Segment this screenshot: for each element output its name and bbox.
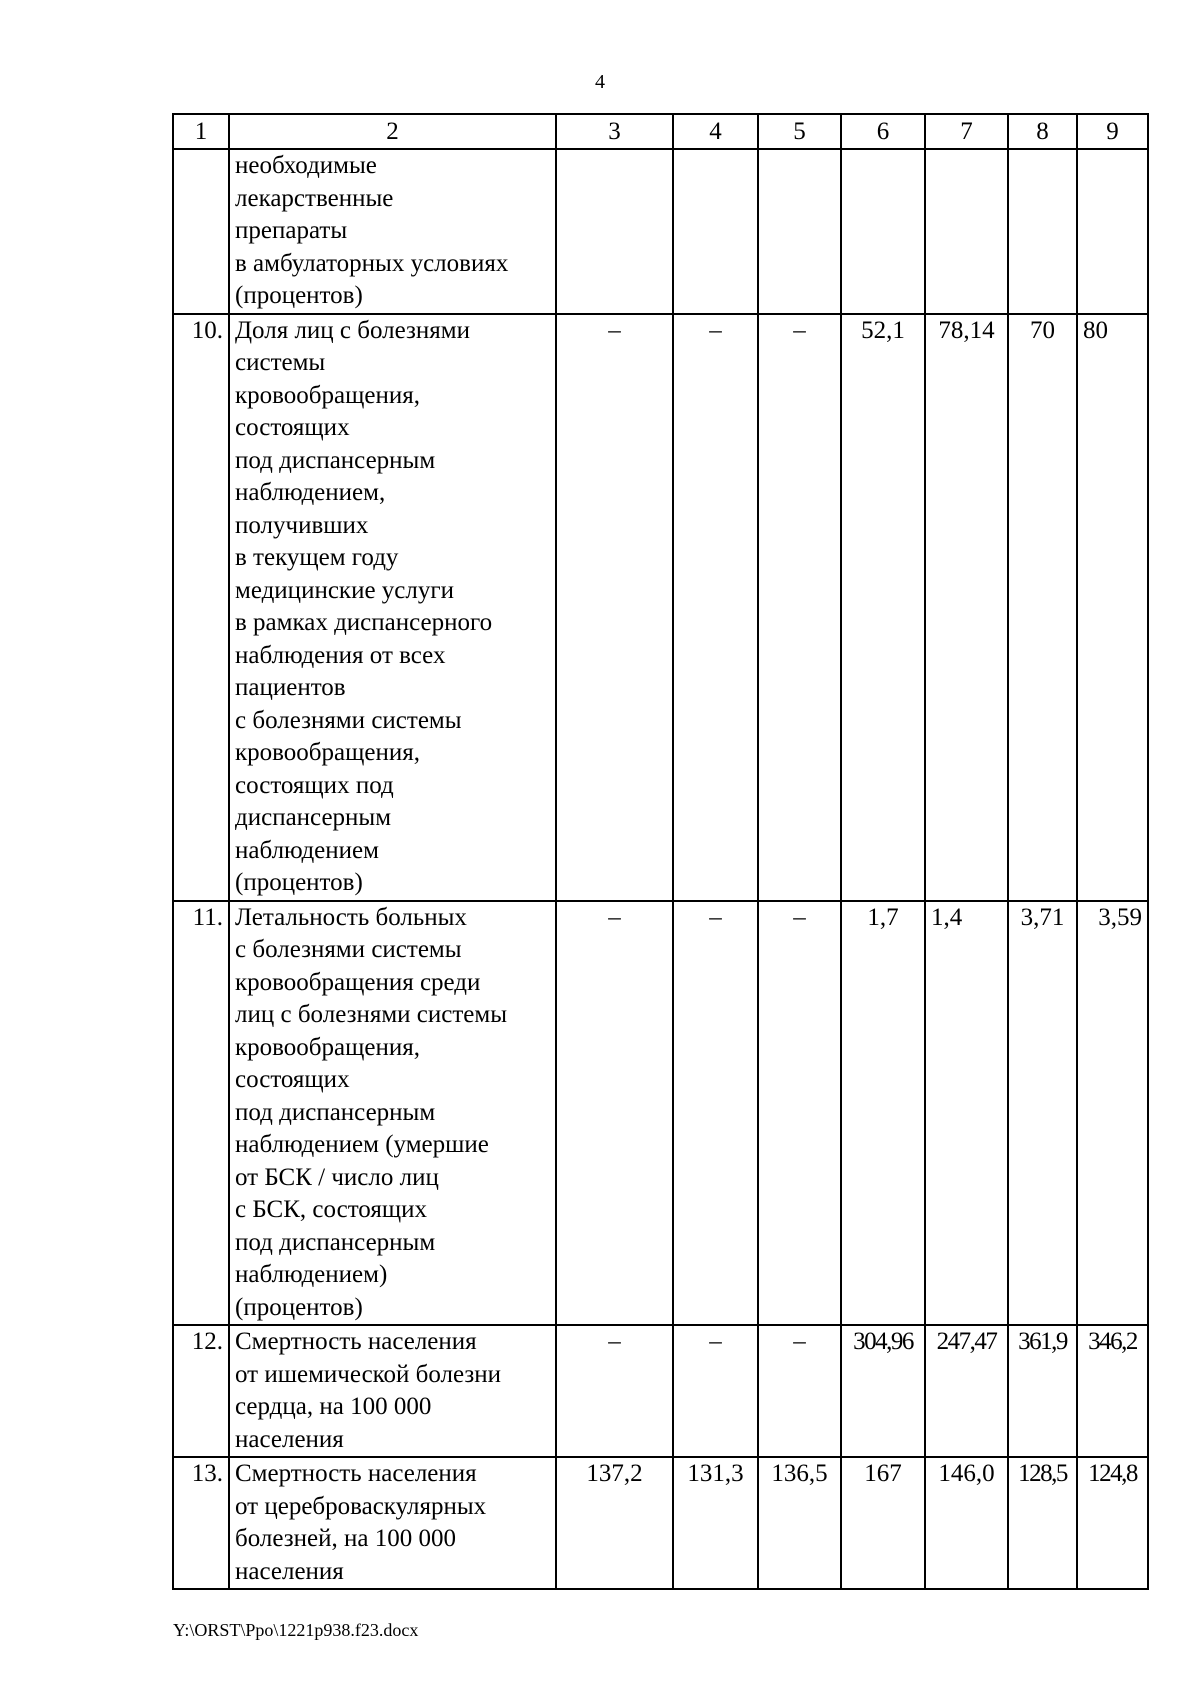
column-header: 8 <box>1008 114 1077 149</box>
value-cell-col-6: 1,7 <box>841 901 925 1326</box>
indicator-name-line: под диспансерным <box>235 1098 436 1126</box>
value-cell-col-6: 52,1 <box>841 314 925 901</box>
indicator-name <box>229 1325 556 1457</box>
table-row <box>173 314 1148 901</box>
table-row <box>173 1325 1148 1457</box>
value-cell-col-3: – <box>556 1325 673 1457</box>
table-row <box>173 1457 1148 1589</box>
value-cell-col-8: 3,71 <box>1008 901 1077 1326</box>
indicator-name-line: (процентов) <box>235 282 363 309</box>
column-number-row <box>173 114 1148 149</box>
row-number: 12. <box>173 1325 229 1457</box>
value-cell-col-5: 136,5 <box>758 1457 841 1589</box>
indicator-name-line: наблюдением <box>235 836 379 864</box>
row-number: 11. <box>173 901 229 1326</box>
value-cell-col-9: 346,2 <box>1077 1325 1148 1457</box>
table-body <box>173 114 1148 1589</box>
page-number: 4 <box>595 71 605 93</box>
indicator-name-line: кровообращения, <box>235 1033 420 1061</box>
indicator-name-line: системы <box>235 349 326 376</box>
value-cell-col-4: 131,3 <box>673 1457 758 1589</box>
indicator-name-line: наблюдением, <box>235 479 386 506</box>
value-cell-col-6: 304,96 <box>841 1325 925 1457</box>
indicator-name-line: состоящих под <box>235 771 394 799</box>
indicator-name-line: кровообращения, <box>235 381 420 409</box>
value-cell-col-9: 80 <box>1077 314 1148 901</box>
indicator-name <box>229 901 556 1326</box>
indicator-name-line: медицинские услуги <box>235 576 454 604</box>
indicator-name-line: с болезнями системы <box>235 706 462 734</box>
indicator-name-line: пациентов <box>235 674 346 701</box>
indicator-name <box>229 149 556 314</box>
value-cell-col-7 <box>925 149 1008 314</box>
row-number: 10. <box>173 314 229 901</box>
value-cell-col-7: 78,14 <box>925 314 1008 901</box>
indicator-name-line: болезней, на 100 000 <box>235 1525 456 1552</box>
value-cell-col-3: – <box>556 314 673 901</box>
value-cell-col-9 <box>1077 149 1148 314</box>
indicator-name-line: состоящих <box>235 1066 350 1093</box>
footer-file-path: Y:\ORST\Ppo\1221p938.f23.docx <box>173 1620 419 1640</box>
indicator-name-line: под диспансерным <box>235 1228 436 1256</box>
column-header: 7 <box>925 114 1008 149</box>
indicator-name-line: Летальность больных <box>235 903 467 931</box>
column-header: 6 <box>841 114 925 149</box>
indicator-name-line: наблюдения от всех <box>235 641 446 669</box>
value-cell-col-4: – <box>673 1325 758 1457</box>
indicator-name-line: от БСК / число лиц <box>235 1163 439 1191</box>
indicator-name-line: под диспансерным <box>235 446 436 474</box>
value-cell-col-7: 1,4 <box>925 901 1008 1326</box>
value-cell-col-7: 146,0 <box>925 1457 1008 1589</box>
indicator-name <box>229 314 556 901</box>
value-cell-col-3: 137,2 <box>556 1457 673 1589</box>
indicator-name-line: Смертность населения <box>235 1460 477 1487</box>
table-row <box>173 901 1148 1326</box>
indicator-name-line: кровообращения, <box>235 739 420 766</box>
indicator-name-line: необходимые <box>235 152 377 179</box>
value-cell-col-5: – <box>758 1325 841 1457</box>
indicator-name-line: населения <box>235 1425 344 1453</box>
value-cell-col-3: – <box>556 901 673 1326</box>
value-cell-col-8: 70 <box>1008 314 1077 901</box>
indicator-name-line: получивших <box>235 511 369 539</box>
indicator-name-line: наблюдением (умершие <box>235 1131 489 1158</box>
value-cell-col-6 <box>841 149 925 314</box>
indicator-name-line: кровообращения среди <box>235 968 481 996</box>
column-header: 3 <box>556 114 673 149</box>
column-header: 2 <box>229 114 556 149</box>
value-cell-col-3 <box>556 149 673 314</box>
row-number: 13. <box>173 1457 229 1589</box>
indicator-name-line: препараты <box>235 217 348 244</box>
indicator-name-line: в амбулаторных условиях <box>235 249 509 277</box>
indicator-name <box>229 1457 556 1589</box>
value-cell-col-5: – <box>758 314 841 901</box>
indicator-name-line: в рамках диспансерного <box>235 609 493 636</box>
indicator-name-line: сердца, на 100 000 <box>235 1393 432 1420</box>
value-cell-col-4: – <box>673 901 758 1326</box>
indicator-name-line: (процентов) <box>235 1293 363 1321</box>
column-header: 9 <box>1077 114 1148 149</box>
indicator-name-line: диспансерным <box>235 804 392 831</box>
indicator-name-line: Доля лиц с болезнями <box>235 316 470 344</box>
value-cell-col-5: – <box>758 901 841 1326</box>
indicator-name-line: с болезнями системы <box>235 936 462 963</box>
indicators-table <box>172 113 1149 1590</box>
value-cell-col-8: 361,9 <box>1008 1325 1077 1457</box>
table-row <box>173 149 1148 314</box>
value-cell-col-7: 247,47 <box>925 1325 1008 1457</box>
value-cell-col-5 <box>758 149 841 314</box>
value-cell-col-8: 128,5 <box>1008 1457 1077 1589</box>
column-header: 1 <box>173 114 229 149</box>
indicator-name-line: населения <box>235 1557 344 1585</box>
column-header: 5 <box>758 114 841 149</box>
value-cell-col-8 <box>1008 149 1077 314</box>
value-cell-col-6: 167 <box>841 1457 925 1589</box>
value-cell-col-9: 3,59 <box>1077 901 1148 1326</box>
column-header: 4 <box>673 114 758 149</box>
indicator-name-line: лекарственные <box>235 184 394 212</box>
indicator-name-line: состоящих <box>235 414 350 441</box>
value-cell-col-9: 124,8 <box>1077 1457 1148 1589</box>
indicator-name-line: лиц с болезнями системы <box>235 1001 508 1028</box>
indicator-name-line: от ишемической болезни <box>235 1360 502 1388</box>
value-cell-col-4 <box>673 149 758 314</box>
indicator-name-line: в текущем году <box>235 544 399 571</box>
indicator-name-line: от цереброваскулярных <box>235 1492 487 1520</box>
indicator-name-line: (процентов) <box>235 869 363 896</box>
value-cell-col-4: – <box>673 314 758 901</box>
indicator-name-line: Смертность населения <box>235 1328 477 1355</box>
row-number <box>173 149 229 314</box>
indicator-name-line: с БСК, состоящих <box>235 1196 427 1223</box>
indicator-name-line: наблюдением) <box>235 1261 388 1288</box>
